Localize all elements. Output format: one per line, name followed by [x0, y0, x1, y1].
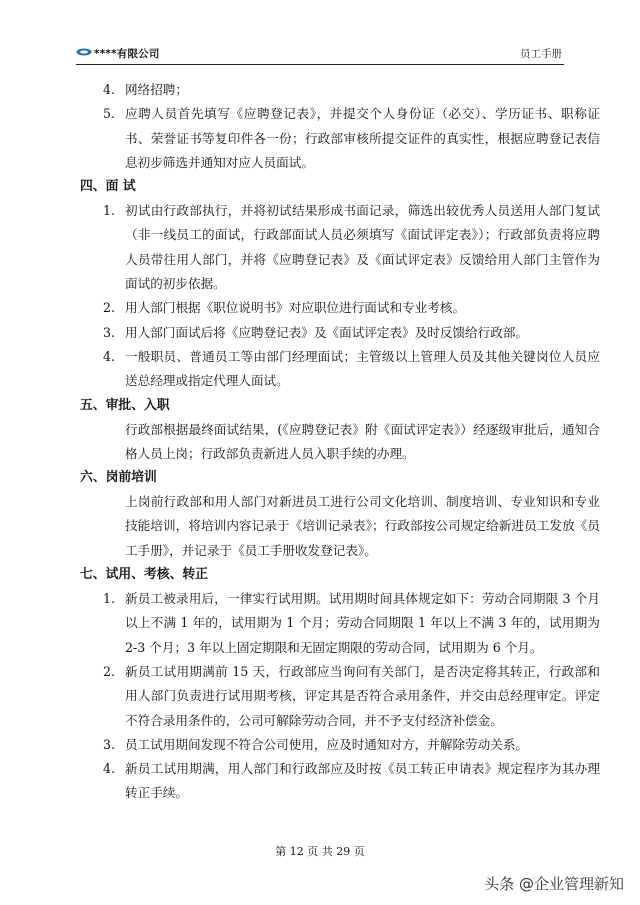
item-number: 1. [103, 203, 116, 219]
watermark-text: 头条 @企业管理新知 [484, 875, 624, 893]
item-text: 一般职员、普通员工等由部门经理面试；主管级以上管理人员及其他关键岗位人员应送总经理或指定代理人面试。 [125, 348, 600, 389]
company-logo-icon [76, 47, 92, 57]
list-item [80, 78, 600, 102]
item-text: 网络招聘； [125, 82, 188, 97]
section-heading-approval: 五、审批、入职 [80, 397, 170, 413]
list-item [80, 757, 600, 806]
item-text: 用人部门根据《职位说明书》对应职位进行面试和专业考核。 [125, 300, 466, 316]
list-item [80, 199, 600, 296]
item-text: 新员工试用期满，用人部门和行政部应及时按《员工转正申请表》规定程序为其办理转正手续。 [125, 761, 600, 801]
company-name: ****有限公司 [94, 48, 160, 60]
item-text: 新员工被录用后，一律实行试用期。试用期时间具体规定如下：劳动合同期限 3 个月以上不满 1 年的，试用期为 1 个月；劳动合同期限 1 年以上不满 3 年的，试用期为 2-3 个月；3 年以上固定期限和无固定期限的劳动合同，试用期为 6 个月。 [125, 591, 600, 655]
item-number: 4. [103, 348, 116, 364]
section-paragraph: 上岗前行政部和用人部门对新进员工进行公司文化培训、制度培训、专业知识和专业技能培训，将培训内容记录于《培训记录表》；行政部按公司规定给新进员工发放《员工手册》，并记录于《员工手册收发登记表》。 [125, 494, 600, 558]
item-number: 2. [103, 663, 116, 679]
item-number: 4. [103, 761, 116, 777]
list-item [80, 345, 600, 394]
list-item [80, 296, 600, 320]
page-number: 第 12 页 共 29 页 [275, 845, 365, 858]
page-header [76, 42, 564, 65]
item-text: 用人部门面试后将《应聘登记表》及《面试评定表》及时反馈给行政部。 [125, 324, 528, 340]
item-text: 新员工试用期满前 15 天，行政部应当询问有关部门，是否决定将其转正，行政部和用人部门负责进行试用期考核，评定其是否符合录用条件，并交由总经理审定。评定不符合录用条件的，公司可解除劳动合同，并不予支付经济补偿金。 [125, 663, 600, 728]
list-item [80, 102, 600, 175]
item-number: 4. [103, 82, 116, 97]
item-number: 3. [103, 324, 116, 340]
item-text: 初试由行政部执行，并将初试结果形成书面记录，筛选出较优秀人员送用人部门复试（非一线员工的面试，行政部面试人员必须填写《面试评定表》）；行政部负责将应聘人员带往用人部门，并将《应聘登记表》及《面试评定表》反馈给用人部门主管作为面试的初步依据。 [125, 203, 600, 292]
document-title: 员工手册 [520, 48, 562, 60]
document-body [80, 78, 600, 806]
section-heading-interview: 四、面 试 [80, 179, 136, 195]
item-text: 员工试用期间发现不符合公司使用，应及时通知对方，并解除劳动关系。 [125, 736, 528, 752]
item-number: 1. [103, 591, 116, 607]
item-number: 5. [103, 106, 116, 122]
item-number: 2. [103, 300, 116, 316]
section-heading-probation: 七、试用、考核、转正 [80, 567, 208, 583]
list-item [80, 660, 600, 733]
list-item [80, 587, 600, 660]
section-paragraph: 行政部根据最终面试结果，(《应聘登记表》附《面试评定表》）经逐级审批后，通知合格人员上岗；行政部负责新进人员入职手续的办理。 [125, 421, 600, 461]
section-heading-training: 六、岗前培训 [80, 470, 157, 486]
item-text: 应聘人员首先填写《应聘登记表》，并提交个人身份证（必交）、学历证书、职称证书、荣誉证书等复印件各一份；行政部审核所提交证件的真实性，根据应聘登记表信息初步筛选并通知对应人员面试。 [125, 106, 600, 170]
list-item [80, 733, 600, 757]
list-item [80, 321, 600, 345]
item-number: 3. [103, 736, 116, 752]
